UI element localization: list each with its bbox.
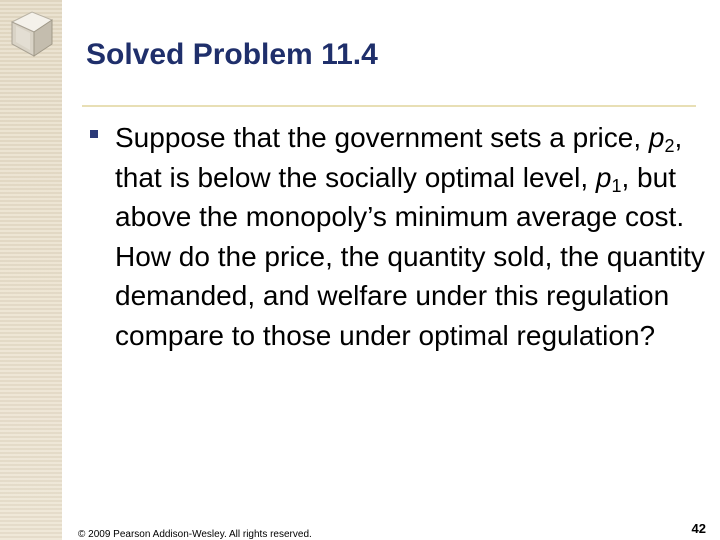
copyright-footer: © 2009 Pearson Addison-Wesley. All rights reserved. [78, 529, 312, 540]
bullet-text [115, 118, 705, 355]
bullet-text-part-3: , but above the monopoly’s minimum average cost. How do the price, the quantity sold, the quantity demanded, and welfare under this regulation compare to those under optimal regulation? [115, 161, 705, 351]
price-p1-sub: 1 [611, 175, 622, 196]
glass-cube-icon [4, 6, 58, 60]
slide-title: Solved Problem 11.4 [86, 38, 378, 71]
title-divider [82, 105, 696, 107]
price-p2-var: p [648, 122, 665, 153]
bullet-square-icon [90, 130, 98, 138]
price-p1-var: p [595, 161, 612, 193]
bullet-text-part-1: Suppose that the government sets a price, [115, 122, 649, 153]
price-p2-sub: 2 [664, 136, 675, 156]
page-number: 42 [691, 521, 706, 536]
decorative-side-strip [0, 0, 62, 540]
bullet-text-part-2: , that is below the socially optimal level, [115, 122, 683, 193]
